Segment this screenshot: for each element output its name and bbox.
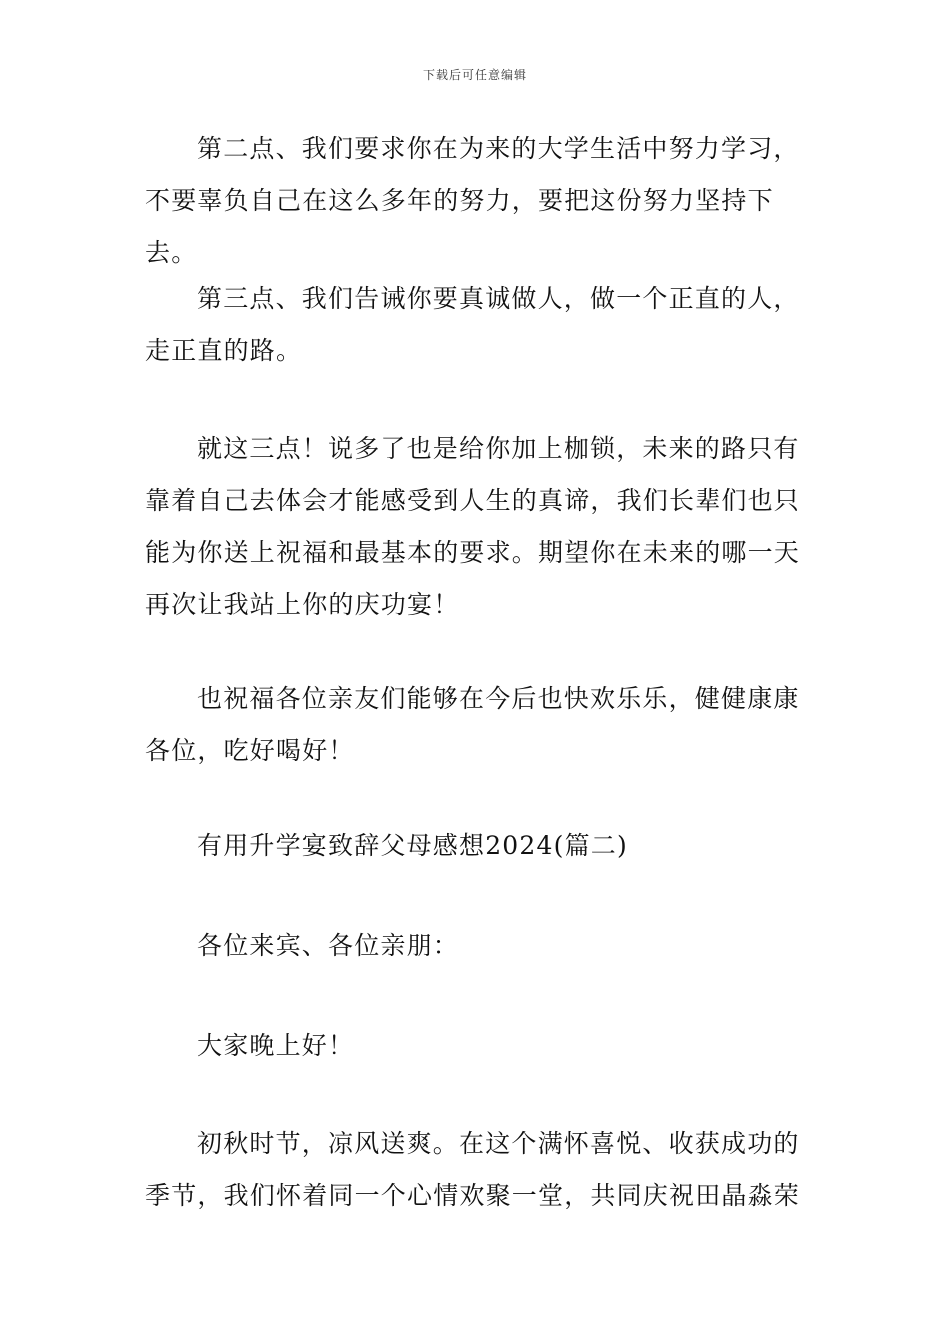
paragraph-point-two: 第二点、我们要求你在为来的大学生活中努力学习，不要辜负自己在这么多年的努力，要把这份努力坚持下去。 [145,134,800,267]
paragraph-autumn: 初秋时节，凉风送爽。在这个满怀喜悦、收获成功的季节，我们怀着同一个心情欢聚一堂，共同庆祝田晶淼荣 [145,1129,801,1210]
paragraph-three-points: 就这三点！说多了也是给你加上枷锁，未来的路只有靠着自己去体会才能感受到人生的真谛，我们长辈们也只能为你送上祝福和最基本的要求。期望你在未来的哪一天再次让我站上你的庆功宴！ [145,434,801,619]
paragraph-good-evening: 大家晚上好！ [197,1031,355,1060]
paragraph-greeting-guests: 各位来宾、各位亲朋： [197,931,460,960]
paragraph-point-three: 第三点、我们告诫你要真诚做人，做一个正直的人，走正直的路。 [145,284,800,365]
section-title: 有用升学宴致辞父母感想2024(篇二) [197,831,628,860]
paragraph-blessing: 也祝福各位亲友们能够在今后也快欢乐乐，健健康康各位，吃好喝好！ [145,684,800,765]
header-note: 下载后可任意编辑 [422,68,527,82]
